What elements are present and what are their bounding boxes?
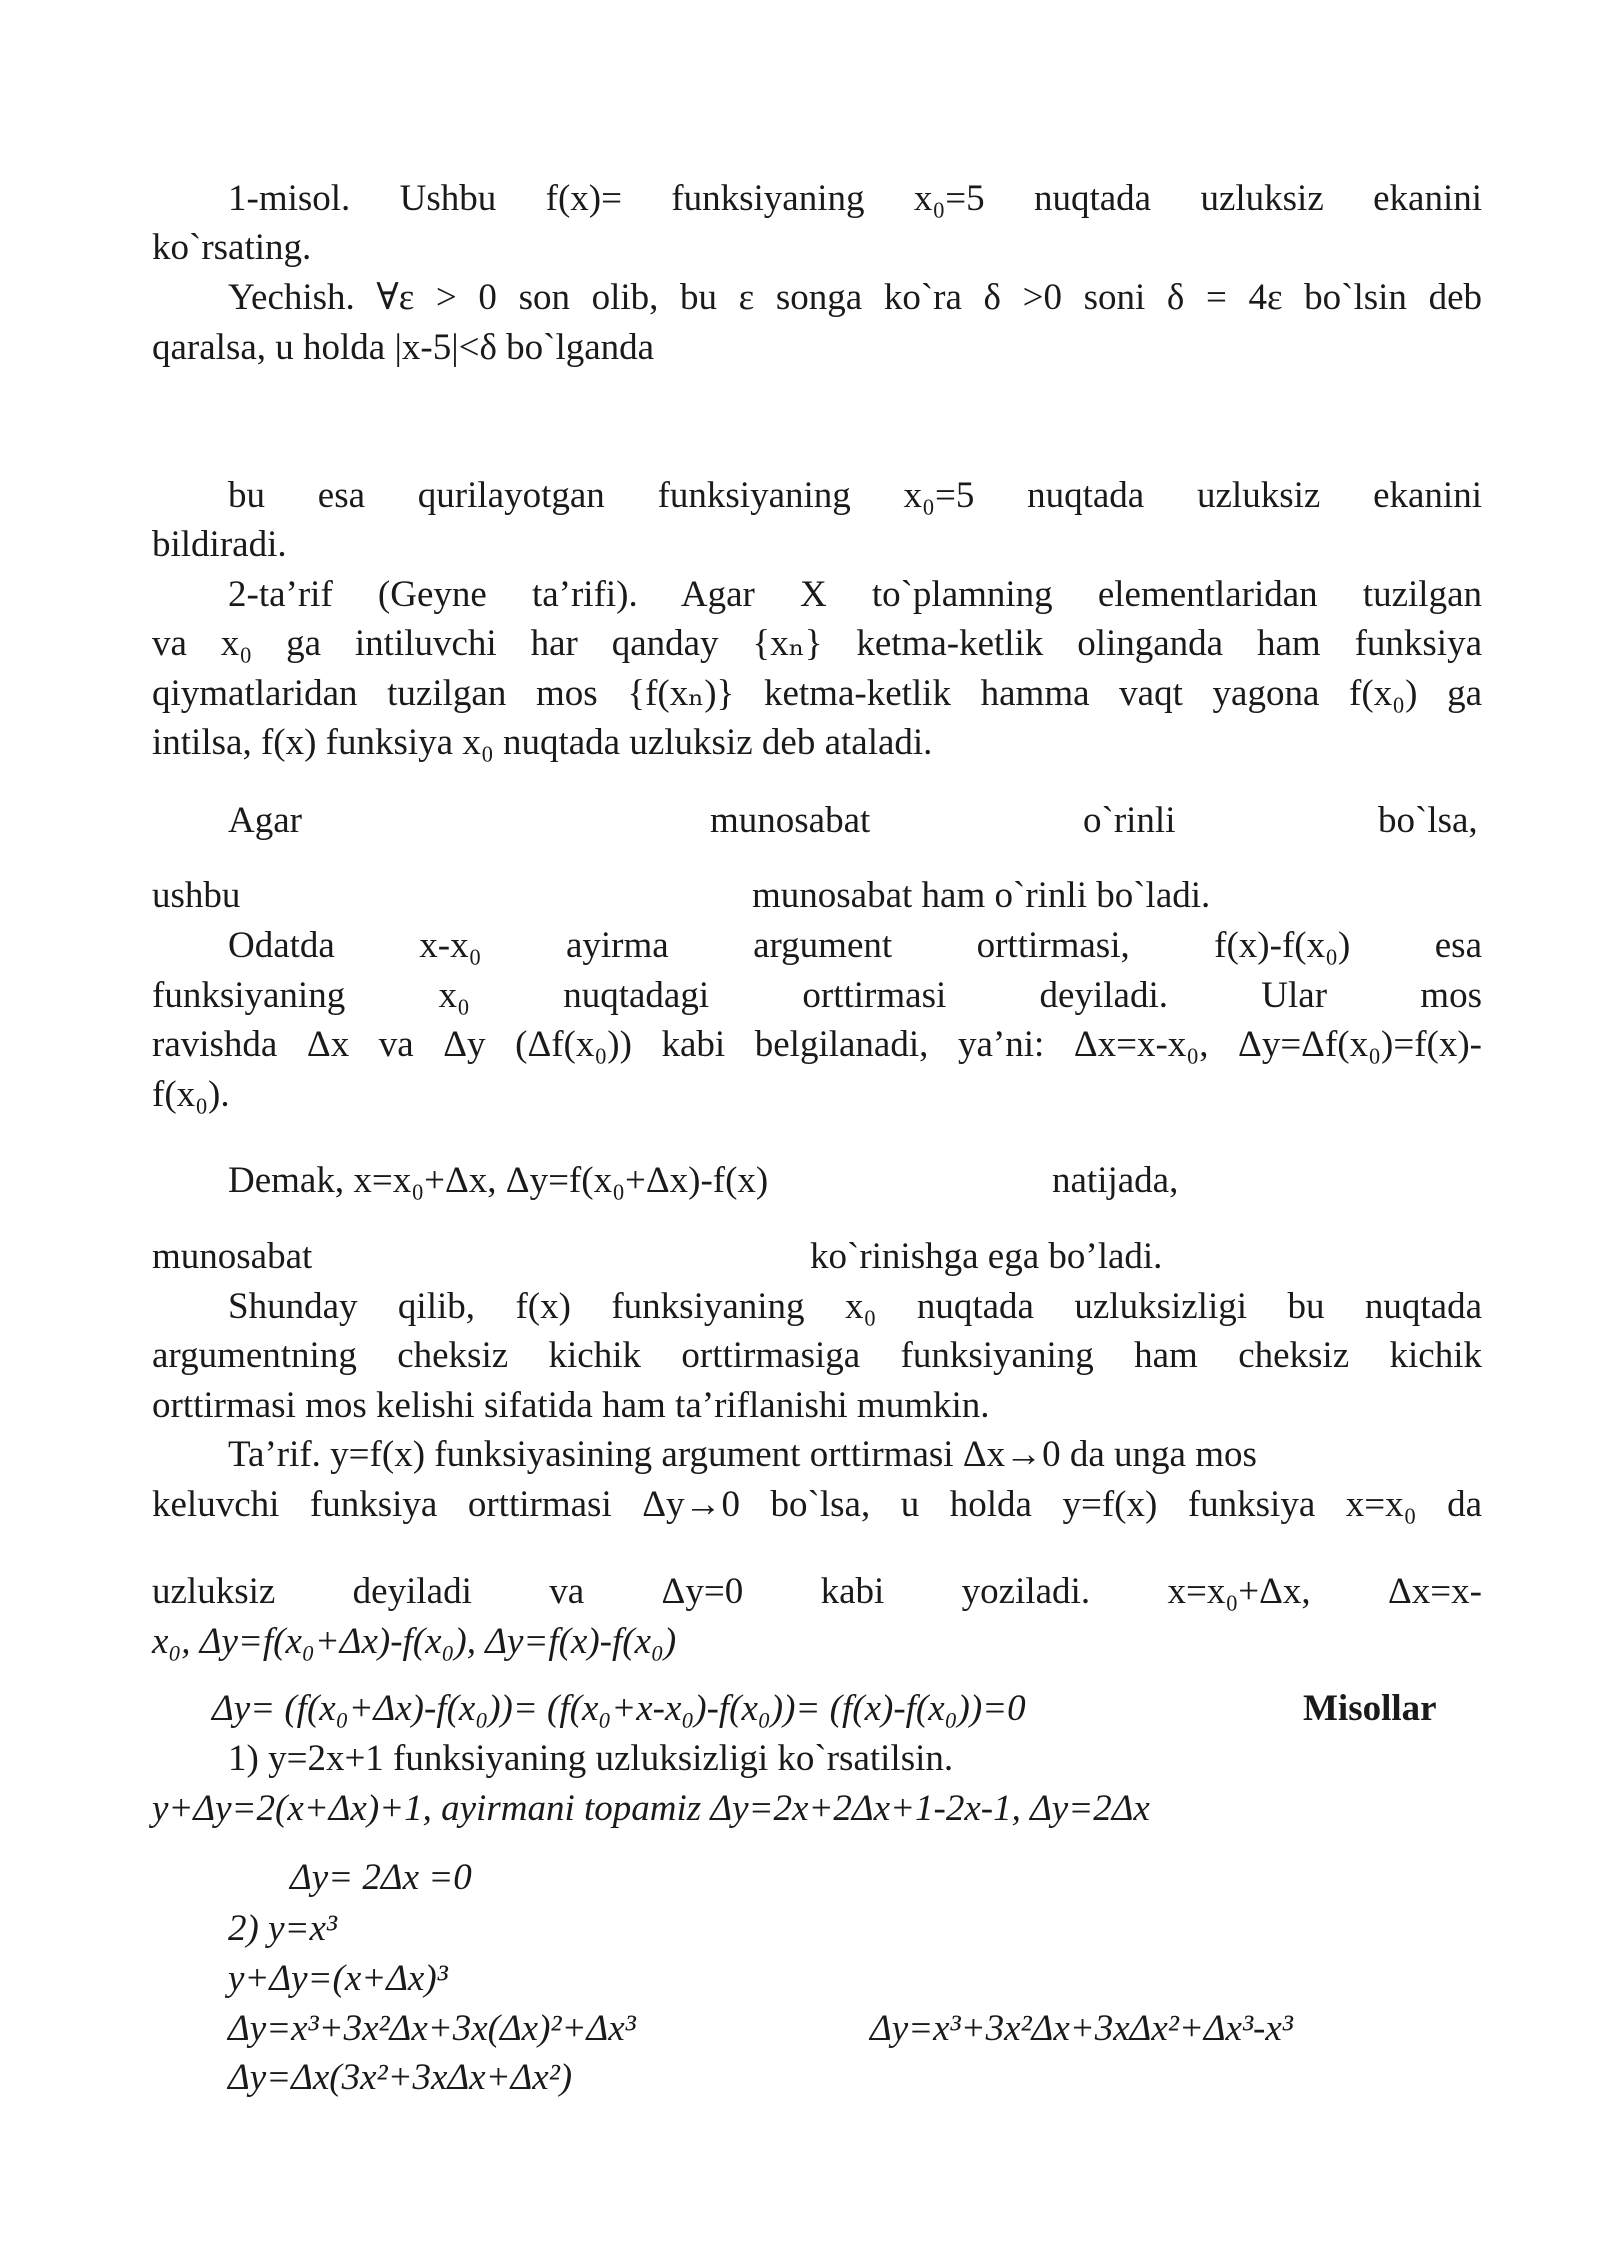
tarif-line-1: Ta’rif. y=f(x) funksiyasining argument orttirmasi Δx→0 da unga mos xyxy=(228,1434,1257,1475)
definition-2-line-3: qiymatlaridan tuzilgan mos {f(xₙ)} ketma-ketlik hamma vaqt yagona f(x₀) ga xyxy=(152,673,1482,714)
definition-2-line-1: 2-ta’rif (Geyne ta’rifi). Agar X to`plamning elementlaridan tuzilgan xyxy=(228,574,1482,615)
form-text: ko`rinishga ega bo’ladi. xyxy=(810,1236,1163,1277)
tarif-line-2: keluvchi funksiya orttirmasi Δy→0 bo`lsa, u holda y=f(x) funksiya x=x₀ da xyxy=(152,1484,1482,1525)
solution-line: Yechish. ∀ε > 0 son olib, bu ε songa ko`ra δ >0 soni δ = 4ε bo`lsin deb xyxy=(228,277,1482,318)
definition-2-line-4: intilsa, f(x) funksiya x₀ nuqtada uzluksiz deb ataladi. xyxy=(152,722,933,763)
munosabat-word-2: munosabat xyxy=(152,1236,313,1277)
ushbu-word: ushbu xyxy=(152,875,241,916)
example-2-step-2: Δy=x³+3x²Δx+3x(Δx)²+Δx³ xyxy=(228,2008,636,2049)
example-2-task: 2) y=x³ xyxy=(228,1908,337,1949)
tarif-line-3: uzluksiz deyiladi va Δy=0 kabi yoziladi. x=x₀+Δx, Δx=x- xyxy=(152,1571,1482,1612)
orinli-word: o`rinli xyxy=(1083,800,1176,841)
examples-heading: Misollar xyxy=(1303,1688,1437,1729)
limit-equation: Δy= (f(x₀+Δx)-f(x₀))= (f(x₀+x-x₀)-f(x₀))= (f(x)-f(x₀))=0 xyxy=(212,1688,1026,1729)
conclusion-line: bu esa qurilayotgan funksiyaning x₀=5 nuqtada uzluksiz ekanini xyxy=(228,475,1482,516)
increment-line-4: f(x₀). xyxy=(152,1074,230,1115)
definition-2-line-2: va x₀ ga intiluvchi har qanday {xₙ} ketma-ketlik olinganda ham funksiya xyxy=(152,623,1482,664)
example-1-continuation: ko`rsating. xyxy=(152,227,312,268)
conclusion-continuation: bildiradi. xyxy=(152,524,287,565)
example-2-step-3: Δy=Δx(3x²+3xΔx+Δx²) xyxy=(228,2057,573,2098)
agar-word: Agar xyxy=(228,800,302,841)
tarif-line-4: x₀, Δy=f(x₀+Δx)-f(x₀), Δy=f(x)-f(x₀) xyxy=(152,1621,677,1662)
example-2-step-2b: Δy=x³+3x²Δx+3xΔx²+Δx³-x³ xyxy=(870,2008,1293,2049)
relation-holds-text: munosabat ham o`rinli bo`ladi. xyxy=(752,875,1211,916)
munosabat-word: munosabat xyxy=(710,800,871,841)
increment-line-2: funksiyaning x₀ nuqtadagi orttirmasi deyiladi. Ular mos xyxy=(152,975,1482,1016)
shunday-line-2: argumentning cheksiz kichik orttirmasiga funksiyaning ham cheksiz kichik xyxy=(152,1335,1482,1376)
increment-line-3: ravishda Δx va Δy (Δf(x₀)) kabi belgilanadi, ya’ni: Δx=x-x₀, Δy=Δf(x₀)=f(x)- xyxy=(152,1024,1482,1065)
shunday-line-3: orttirmasi mos kelishi sifatida ham ta’riflanishi mumkin. xyxy=(152,1385,990,1426)
example-1-line: 1-misol. Ushbu f(x)= funksiyaning x₀=5 nuqtada uzluksiz ekanini xyxy=(228,178,1482,219)
bolsa-word: bo`lsa, xyxy=(1378,800,1478,841)
example-1-result: Δy= 2Δx =0 xyxy=(290,1857,472,1898)
solution-continuation: qaralsa, u holda |x-5|<δ bo`lganda xyxy=(152,327,655,368)
increment-line-1: Odatda x-x₀ ayirma argument orttirmasi, f(x)-f(x₀) esa xyxy=(228,925,1482,966)
demak-line: Demak, x=x₀+Δx, Δy=f(x₀+Δx)-f(x) xyxy=(228,1160,769,1201)
shunday-line-1: Shunday qilib, f(x) funksiyaning x₀ nuqtada uzluksizligi bu nuqtada xyxy=(228,1286,1482,1327)
example-2-step-1: y+Δy=(x+Δx)³ xyxy=(228,1958,448,1999)
example-1-task: 1) y=2x+1 funksiyaning uzluksizligi ko`rsatilsin. xyxy=(228,1738,954,1779)
natijada-word: natijada, xyxy=(1052,1160,1179,1201)
example-1-steps: y+Δy=2(x+Δx)+1, ayirmani topamiz Δy=2x+2Δx+1-2x-1, Δy=2Δx xyxy=(152,1788,1150,1829)
